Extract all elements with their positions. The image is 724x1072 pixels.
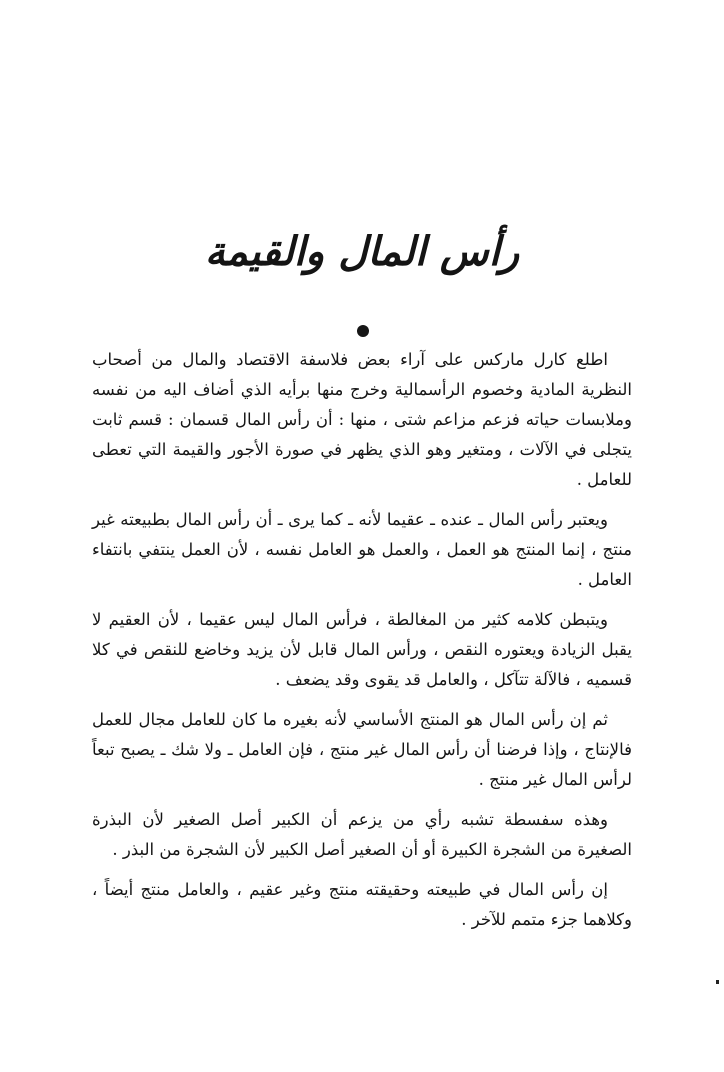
paragraph: وهذه سفسطة تشبه رأي من يزعم أن الكبير أصل الصغير لأن البذرة الصغيرة من الشجرة الكبيرة أو أن الصغير أصل الكبير لأن الشجرة من البذر .: [92, 810, 632, 859]
paragraph: ويعتبر رأس المال ـ عنده ـ عقيما لأنه ـ كما يرى ـ أن رأس المال بطبيعته غير منتج ، إنما المنتج هو العمل ، والعمل هو العامل نفسه ، لأن العمل ينتفي بانتفاء العامل .: [92, 510, 632, 589]
chapter-body: [92, 345, 632, 945]
paragraph: إن رأس المال في طبيعته وحقيقته منتج وغير عقيم ، والعامل منتج أيضاً ، وكلاهما جزء متمم للآخر .: [92, 880, 632, 929]
paragraph: ثم إن رأس المال هو المنتج الأساسي لأنه بغيره ما كان للعامل مجال للعمل فالإنتاج ، وإذا فرضنا أن رأس المال غير منتج ، فإن العامل ـ ولا شك ـ يصبح تبعاً لرأس المال غير منتج .: [92, 710, 632, 789]
title-ornament-dot: [357, 325, 369, 337]
paragraph: اطلع كارل ماركس على آراء بعض فلاسفة الاقتصاد والمال من أصحاب النظرية المادية وخصوم الرأسمالية وخرج منها برأيه الذي أضاف اليه من نفسه وملابسات حياته فزعم مزاعم شتى ، منها : أن رأس المال قسمان : قسم ثابت يتجلى في الآلات ، ومتغير وهو الذي يظهر في صورة الأجور والقيمة التي تعطى للعامل .: [92, 350, 632, 489]
paragraph: ويتبطن كلامه كثير من المغالطة ، فرأس المال ليس عقيما ، لأن العقيم لا يقبل الزيادة ويعتوره النقص ، ورأس المال قابل لأن يزيد وخاضع للنقص في كلا قسميه ، فالآلة تتآكل ، والعامل قد يقوى وقد يضعف .: [92, 610, 632, 689]
scan-mark: [716, 980, 719, 984]
chapter-title: رأس المال والقيمة: [204, 228, 520, 275]
